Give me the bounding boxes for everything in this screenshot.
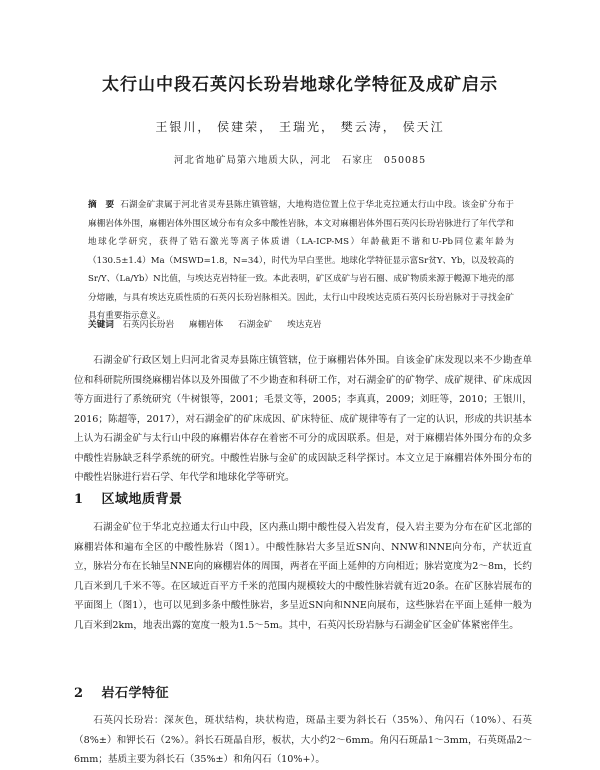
section-title: 区域地质背景 [101,492,183,507]
section-number: 1 [74,492,84,507]
abstract-text: 石湖金矿隶属于河北省灵寿县陈庄镇管辖，大地构造位置上位于华北克拉通太行山中段。该金矿分布于麻棚岩体外围，麻棚岩体外围区域分布有众多中酸性岩脉，本文对麻棚岩体外围石英闪长玢岩脉进行了年代学和地球化学研究，获得了锆石激光等离子体质谱（LA-ICP-MS）年龄截距不谐和U-Pb同位素年龄为（130.5±1.4）Ma（MSWD=1.8，N=34），时代为早白垩世。地球化学特征显示富Sr贫Y、Yb，以及较高的Sr/Y、（La/Yb）N比值，与埃达克岩特征一致。本此表明，矿区成矿与岩石圈、成矿物质来源于幔源下地壳的部分熔融，与具有埃达克质性质的石英闪长玢岩脉相关。因此，太行山中段埃达克质石英闪长玢岩脉对于寻找金矿具有重要指示意义。 [88,200,514,321]
affiliation: 河北省地矿局第六地质大队，河北 石家庄 050085 [173,155,427,166]
keywords-label: 关键词 [88,320,114,330]
section-2-paragraph: 石英闪长玢岩：深灰色，斑状结构，块状构造，斑晶主要为斜长石（35%）、角闪石（10%）、石英（8%±）和钾长石（2%）。斜长石斑晶自形，板状，大小约2～6mm。角闪石斑晶1～3mm，石英斑晶2～6mm；基质主要为斜长石（35%±）和角闪石（10%+）。 [74,715,532,765]
abstract [88,196,514,326]
section-heading-1 [74,488,183,507]
keyword-item: 埃达克岩 [287,320,322,330]
paper-title: 太行山中段石英闪长玢岩地球化学特征及成矿启示 [102,75,498,95]
keyword-item: 石英闪长玢岩 [122,320,175,330]
keywords [88,318,514,332]
section-heading-2 [74,682,169,701]
abstract-label: 摘 要 [88,200,115,210]
keyword-item: 麻棚岩体 [188,320,224,330]
author-list: 王银川， 侯建荣， 王瑞光， 樊云涛， 侯天江 [155,120,445,134]
section-1-paragraph: 石湖金矿位于华北克拉通太行山中段，区内燕山期中酸性侵入岩发育，侵入岩主要为分布在矿区北部的麻棚岩体和遍布全区的中酸性脉岩（图1）。中酸性脉岩大多呈近SN向、NNW和NNE向分布，产状近直立，脉岩分布在长轴呈NNE向的麻棚岩体的周围，两者在平面上延伸的方向相近；脉岩宽度为2～8m，长约几百米到几千米不等。在区域近百平方千米的范围内规模较大的中酸性脉岩就有近20条。在矿区脉岩展布的平面图上（图1），也可以见到多条中酸性脉岩，多呈近SN向和NNE向展布，这些脉岩在平面上延伸一般为几百米到2km，地表出露的宽度一般为1.5～5m。其中，石英闪长玢岩脉与石湖金矿区金矿体紧密伴生。 [74,522,532,631]
intro-paragraph: 石湖金矿行政区划上归河北省灵寿县陈庄镇管辖，位于麻棚岩体外围。自该金矿床发现以来不少勘查单位和科研院所围绕麻棚岩体以及外围做了不少勘查和科研工作，对石湖金矿的矿物学、成矿规律、矿床成因等方面进行了系统研究（牛树银等，2001；毛景文等，2005；李真真，2009；刘旺等，2010；王银川，2016；陈超等，2017），对石湖金矿的矿床成因、矿床特征、成矿规律等有了一定的认识，形成的共识基本上认为石湖金矿与太行山中段的麻棚岩体存在着密不可分的成因联系。但是，对于麻棚岩体外围分布的众多中酸性岩脉缺乏科学系统的研究。中酸性岩脉与金矿的成因缺乏科学探讨。本文立足于麻棚岩体外围分布的中酸性岩脉进行岩石学、年代学和地球化学等研究。 [74,355,532,483]
keyword-item: 石湖金矿 [237,320,273,330]
section-number: 2 [74,686,84,701]
section-title: 岩石学特征 [101,686,170,701]
